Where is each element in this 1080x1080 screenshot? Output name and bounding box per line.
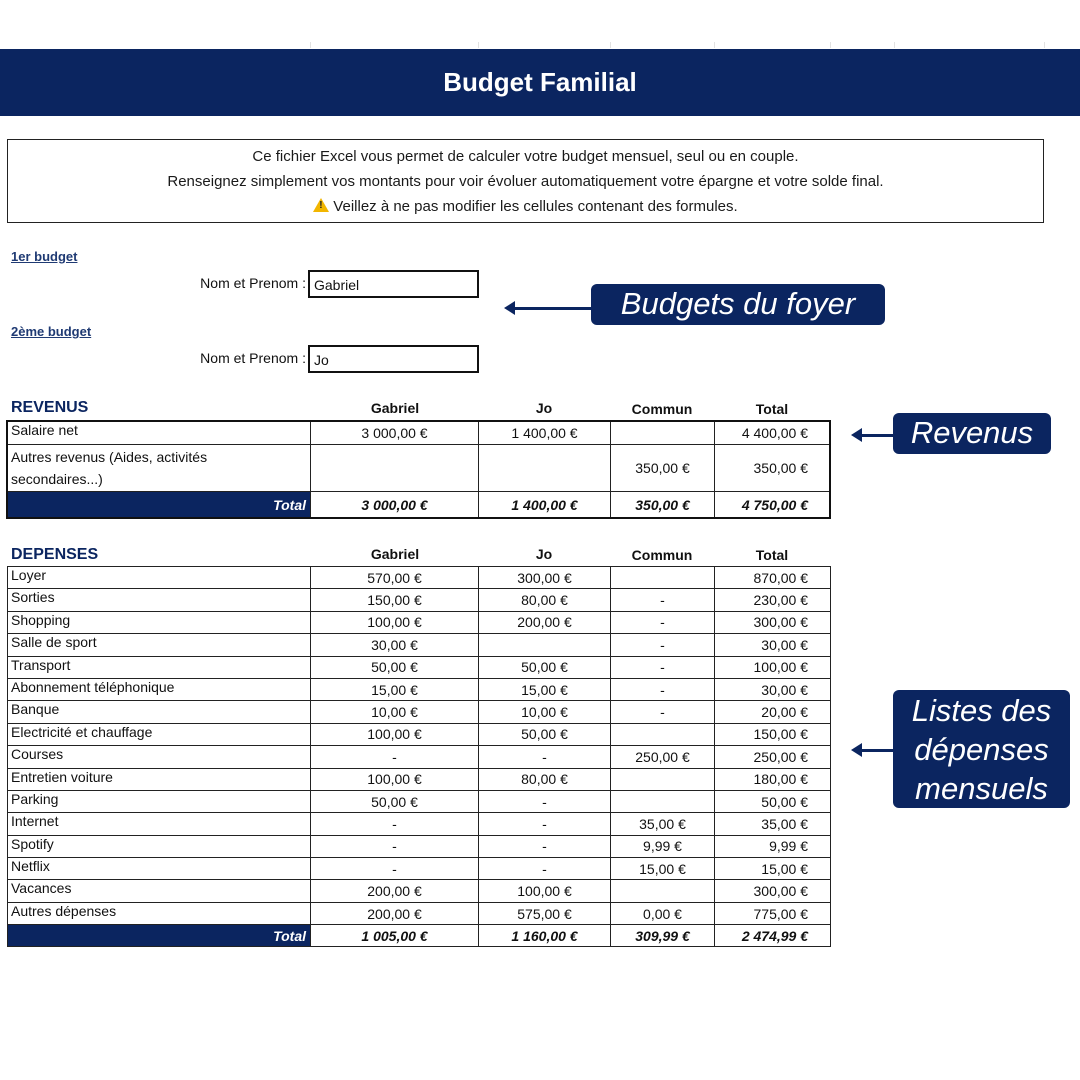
cell-jo[interactable]: 100,00 € bbox=[479, 880, 611, 902]
table-row bbox=[8, 813, 831, 835]
cell-gabriel[interactable]: 570,00 € bbox=[311, 567, 479, 589]
spreadsheet-column-strip bbox=[0, 0, 1080, 48]
cell-gabriel[interactable]: 30,00 € bbox=[311, 634, 479, 656]
cell-jo[interactable]: 10,00 € bbox=[479, 701, 611, 723]
page-title: Budget Familial bbox=[443, 67, 637, 97]
cell-jo[interactable]: 15,00 € bbox=[479, 678, 611, 700]
callout-depenses-line-1: Listes des bbox=[911, 693, 1052, 728]
cell-commun[interactable] bbox=[611, 880, 715, 902]
cell-gabriel[interactable]: 100,00 € bbox=[311, 611, 479, 633]
cell-commun[interactable]: 9,99 € bbox=[611, 835, 715, 857]
first-name-field[interactable]: Gabriel bbox=[308, 270, 479, 298]
grid-line bbox=[1044, 42, 1045, 48]
table-row bbox=[8, 768, 831, 790]
second-budget-link[interactable]: 2ème budget bbox=[11, 324, 92, 339]
second-name-field[interactable]: Jo bbox=[308, 345, 479, 373]
total-row bbox=[8, 492, 831, 518]
row-label[interactable]: Vacances bbox=[8, 880, 311, 902]
total-commun: 309,99 € bbox=[611, 925, 715, 947]
total-jo: 1 160,00 € bbox=[479, 925, 611, 947]
cell-commun[interactable]: - bbox=[611, 656, 715, 678]
arrow-line bbox=[512, 307, 592, 310]
cell-total[interactable]: 180,00 € bbox=[715, 768, 831, 790]
col-head-commun: Commun bbox=[631, 401, 693, 417]
instructions-box bbox=[7, 139, 1044, 223]
depenses-table bbox=[7, 566, 831, 947]
grid-line bbox=[610, 42, 611, 48]
cell-commun[interactable] bbox=[611, 790, 715, 812]
col-head-commun: Commun bbox=[631, 547, 693, 563]
cell-total[interactable]: 35,00 € bbox=[715, 813, 831, 835]
row-label[interactable]: Salle de sport bbox=[8, 634, 311, 656]
col-head-jo: Jo bbox=[535, 546, 553, 562]
instructions-line-3 bbox=[8, 197, 1043, 217]
cell-commun[interactable]: - bbox=[611, 678, 715, 700]
grid-line bbox=[894, 42, 895, 48]
row-label[interactable]: Banque bbox=[8, 701, 311, 723]
table-row bbox=[8, 902, 831, 924]
cell-commun[interactable] bbox=[611, 768, 715, 790]
row-label[interactable]: Courses bbox=[8, 746, 311, 768]
cell-gabriel[interactable]: 50,00 € bbox=[311, 790, 479, 812]
cell-jo[interactable]: - bbox=[479, 746, 611, 768]
first-budget-link[interactable]: 1er budget bbox=[11, 249, 78, 264]
total-label: Total bbox=[8, 492, 311, 518]
warning-text: Veillez à ne pas modifier les cellules contenant des formules. bbox=[333, 198, 738, 215]
cell-commun[interactable]: 35,00 € bbox=[611, 813, 715, 835]
row-label[interactable]: Netflix bbox=[8, 858, 311, 880]
cell-jo[interactable]: - bbox=[479, 858, 611, 880]
cell-jo[interactable] bbox=[479, 445, 611, 492]
col-head-total: Total bbox=[755, 547, 789, 563]
col-head-gabriel: Gabriel bbox=[370, 400, 420, 416]
grid-line bbox=[478, 42, 479, 48]
col-head-gabriel: Gabriel bbox=[370, 546, 420, 562]
total-commun: 350,00 € bbox=[611, 492, 715, 518]
depenses-title: DEPENSES bbox=[11, 546, 99, 563]
cell-gabriel[interactable]: 15,00 € bbox=[311, 678, 479, 700]
row-label[interactable]: Sorties bbox=[8, 589, 311, 611]
grid-line bbox=[830, 42, 831, 48]
cell-total[interactable]: 30,00 € bbox=[715, 634, 831, 656]
callout-depenses-line-3: mensuels bbox=[915, 771, 1048, 806]
cell-total[interactable]: 50,00 € bbox=[715, 790, 831, 812]
cell-gabriel[interactable]: 3 000,00 € bbox=[311, 422, 479, 445]
table-row bbox=[8, 656, 831, 678]
table-row bbox=[8, 611, 831, 633]
cell-commun[interactable]: 0,00 € bbox=[611, 902, 715, 924]
cell-commun[interactable]: - bbox=[611, 634, 715, 656]
cell-commun[interactable]: 350,00 € bbox=[611, 445, 715, 492]
cell-total[interactable]: 300,00 € bbox=[715, 880, 831, 902]
row-label[interactable]: Spotify bbox=[8, 835, 311, 857]
table-row bbox=[8, 701, 831, 723]
col-head-jo: Jo bbox=[535, 400, 553, 416]
cell-total[interactable]: 15,00 € bbox=[715, 858, 831, 880]
first-name-label: Nom et Prenom : bbox=[200, 275, 306, 291]
row-label[interactable]: Autres dépenses bbox=[8, 902, 311, 924]
table-row bbox=[8, 835, 831, 857]
cell-total[interactable]: 150,00 € bbox=[715, 723, 831, 745]
warning-icon bbox=[313, 198, 329, 212]
cell-gabriel[interactable]: 50,00 € bbox=[311, 656, 479, 678]
table-row bbox=[8, 746, 831, 768]
cell-commun[interactable]: 250,00 € bbox=[611, 746, 715, 768]
cell-commun[interactable] bbox=[611, 422, 715, 445]
arrow-line bbox=[859, 749, 895, 752]
instructions-line-1: Ce fichier Excel vous permet de calculer votre budget mensuel, seul ou en couple. bbox=[252, 148, 799, 165]
second-name-label: Nom et Prenom : bbox=[200, 350, 306, 366]
row-label[interactable]: Transport bbox=[8, 656, 311, 678]
cell-jo[interactable]: 50,00 € bbox=[479, 656, 611, 678]
grid-line bbox=[310, 42, 311, 48]
cell-jo[interactable]: 300,00 € bbox=[479, 567, 611, 589]
row-label[interactable]: Shopping bbox=[8, 611, 311, 633]
cell-jo[interactable]: 1 400,00 € bbox=[479, 422, 611, 445]
cell-total[interactable]: 350,00 € bbox=[715, 445, 831, 492]
cell-gabriel[interactable]: 150,00 € bbox=[311, 589, 479, 611]
revenus-title: REVENUS bbox=[11, 399, 89, 416]
callout-budgets: Budgets du foyer bbox=[591, 284, 885, 325]
cell-total[interactable]: 230,00 € bbox=[715, 589, 831, 611]
total-jo: 1 400,00 € bbox=[479, 492, 611, 518]
cell-gabriel[interactable]: 200,00 € bbox=[311, 880, 479, 902]
total-row bbox=[8, 925, 831, 947]
arrow-line bbox=[859, 434, 895, 437]
total-gabriel: 1 005,00 € bbox=[311, 925, 479, 947]
table-row bbox=[8, 567, 831, 589]
total-gabriel: 3 000,00 € bbox=[311, 492, 479, 518]
row-label[interactable]: Entretien voiture bbox=[8, 768, 311, 790]
cell-total[interactable]: 30,00 € bbox=[715, 678, 831, 700]
total-total: 4 750,00 € bbox=[715, 492, 831, 518]
cell-gabriel[interactable]: - bbox=[311, 858, 479, 880]
table-row bbox=[8, 445, 831, 492]
cell-total[interactable]: 775,00 € bbox=[715, 902, 831, 924]
cell-commun[interactable] bbox=[611, 567, 715, 589]
row-label[interactable]: Electricité et chauffage bbox=[8, 723, 311, 745]
table-row bbox=[8, 880, 831, 902]
total-total: 2 474,99 € bbox=[715, 925, 831, 947]
cell-jo[interactable]: - bbox=[479, 835, 611, 857]
row-label[interactable]: Salaire net bbox=[8, 422, 311, 445]
title-banner bbox=[0, 49, 1080, 116]
grid-line bbox=[714, 42, 715, 48]
total-label: Total bbox=[8, 925, 311, 947]
cell-commun[interactable]: - bbox=[611, 589, 715, 611]
cell-gabriel[interactable]: 100,00 € bbox=[311, 723, 479, 745]
cell-commun[interactable]: 15,00 € bbox=[611, 858, 715, 880]
row-label[interactable]: Abonnement téléphonique bbox=[8, 678, 311, 700]
cell-total[interactable]: 870,00 € bbox=[715, 567, 831, 589]
cell-total[interactable]: 4 400,00 € bbox=[715, 422, 831, 445]
row-label[interactable]: Internet bbox=[8, 813, 311, 835]
row-label[interactable] bbox=[8, 445, 311, 492]
table-row bbox=[8, 634, 831, 656]
cell-jo[interactable]: 80,00 € bbox=[479, 768, 611, 790]
cell-jo[interactable]: 575,00 € bbox=[479, 902, 611, 924]
table-row bbox=[8, 723, 831, 745]
cell-total[interactable]: 9,99 € bbox=[715, 835, 831, 857]
cell-commun[interactable] bbox=[611, 723, 715, 745]
cell-gabriel[interactable]: - bbox=[311, 813, 479, 835]
row-label-line-1: Autres revenus (Aides, activités bbox=[11, 449, 208, 465]
callout-revenus: Revenus bbox=[893, 413, 1051, 454]
table-row bbox=[8, 422, 831, 445]
cell-gabriel[interactable]: - bbox=[311, 746, 479, 768]
cell-jo[interactable]: 50,00 € bbox=[479, 723, 611, 745]
cell-total[interactable]: 300,00 € bbox=[715, 611, 831, 633]
cell-jo[interactable]: - bbox=[479, 813, 611, 835]
table-row bbox=[8, 858, 831, 880]
col-head-total: Total bbox=[755, 401, 789, 417]
row-label[interactable]: Parking bbox=[8, 790, 311, 812]
callout-depenses bbox=[893, 690, 1070, 808]
cell-commun[interactable]: - bbox=[611, 701, 715, 723]
table-row bbox=[8, 678, 831, 700]
cell-gabriel[interactable]: 100,00 € bbox=[311, 768, 479, 790]
cell-total[interactable]: 20,00 € bbox=[715, 701, 831, 723]
cell-gabriel[interactable]: 10,00 € bbox=[311, 701, 479, 723]
row-label-line-2: secondaires...) bbox=[11, 471, 103, 487]
cell-total[interactable]: 250,00 € bbox=[715, 746, 831, 768]
cell-gabriel[interactable]: - bbox=[311, 835, 479, 857]
row-label[interactable]: Loyer bbox=[8, 567, 311, 589]
cell-jo[interactable]: - bbox=[479, 790, 611, 812]
callout-depenses-line-2: dépenses bbox=[914, 732, 1049, 767]
cell-gabriel[interactable]: 200,00 € bbox=[311, 902, 479, 924]
instructions-line-2: Renseignez simplement vos montants pour voir évoluer automatiquement votre épargne et votre solde final. bbox=[167, 173, 884, 190]
cell-gabriel[interactable] bbox=[311, 445, 479, 492]
revenus-table bbox=[7, 421, 831, 518]
table-row bbox=[8, 589, 831, 611]
table-row bbox=[8, 790, 831, 812]
cell-commun[interactable]: - bbox=[611, 611, 715, 633]
cell-jo[interactable]: 200,00 € bbox=[479, 611, 611, 633]
cell-jo[interactable] bbox=[479, 634, 611, 656]
cell-jo[interactable]: 80,00 € bbox=[479, 589, 611, 611]
cell-total[interactable]: 100,00 € bbox=[715, 656, 831, 678]
